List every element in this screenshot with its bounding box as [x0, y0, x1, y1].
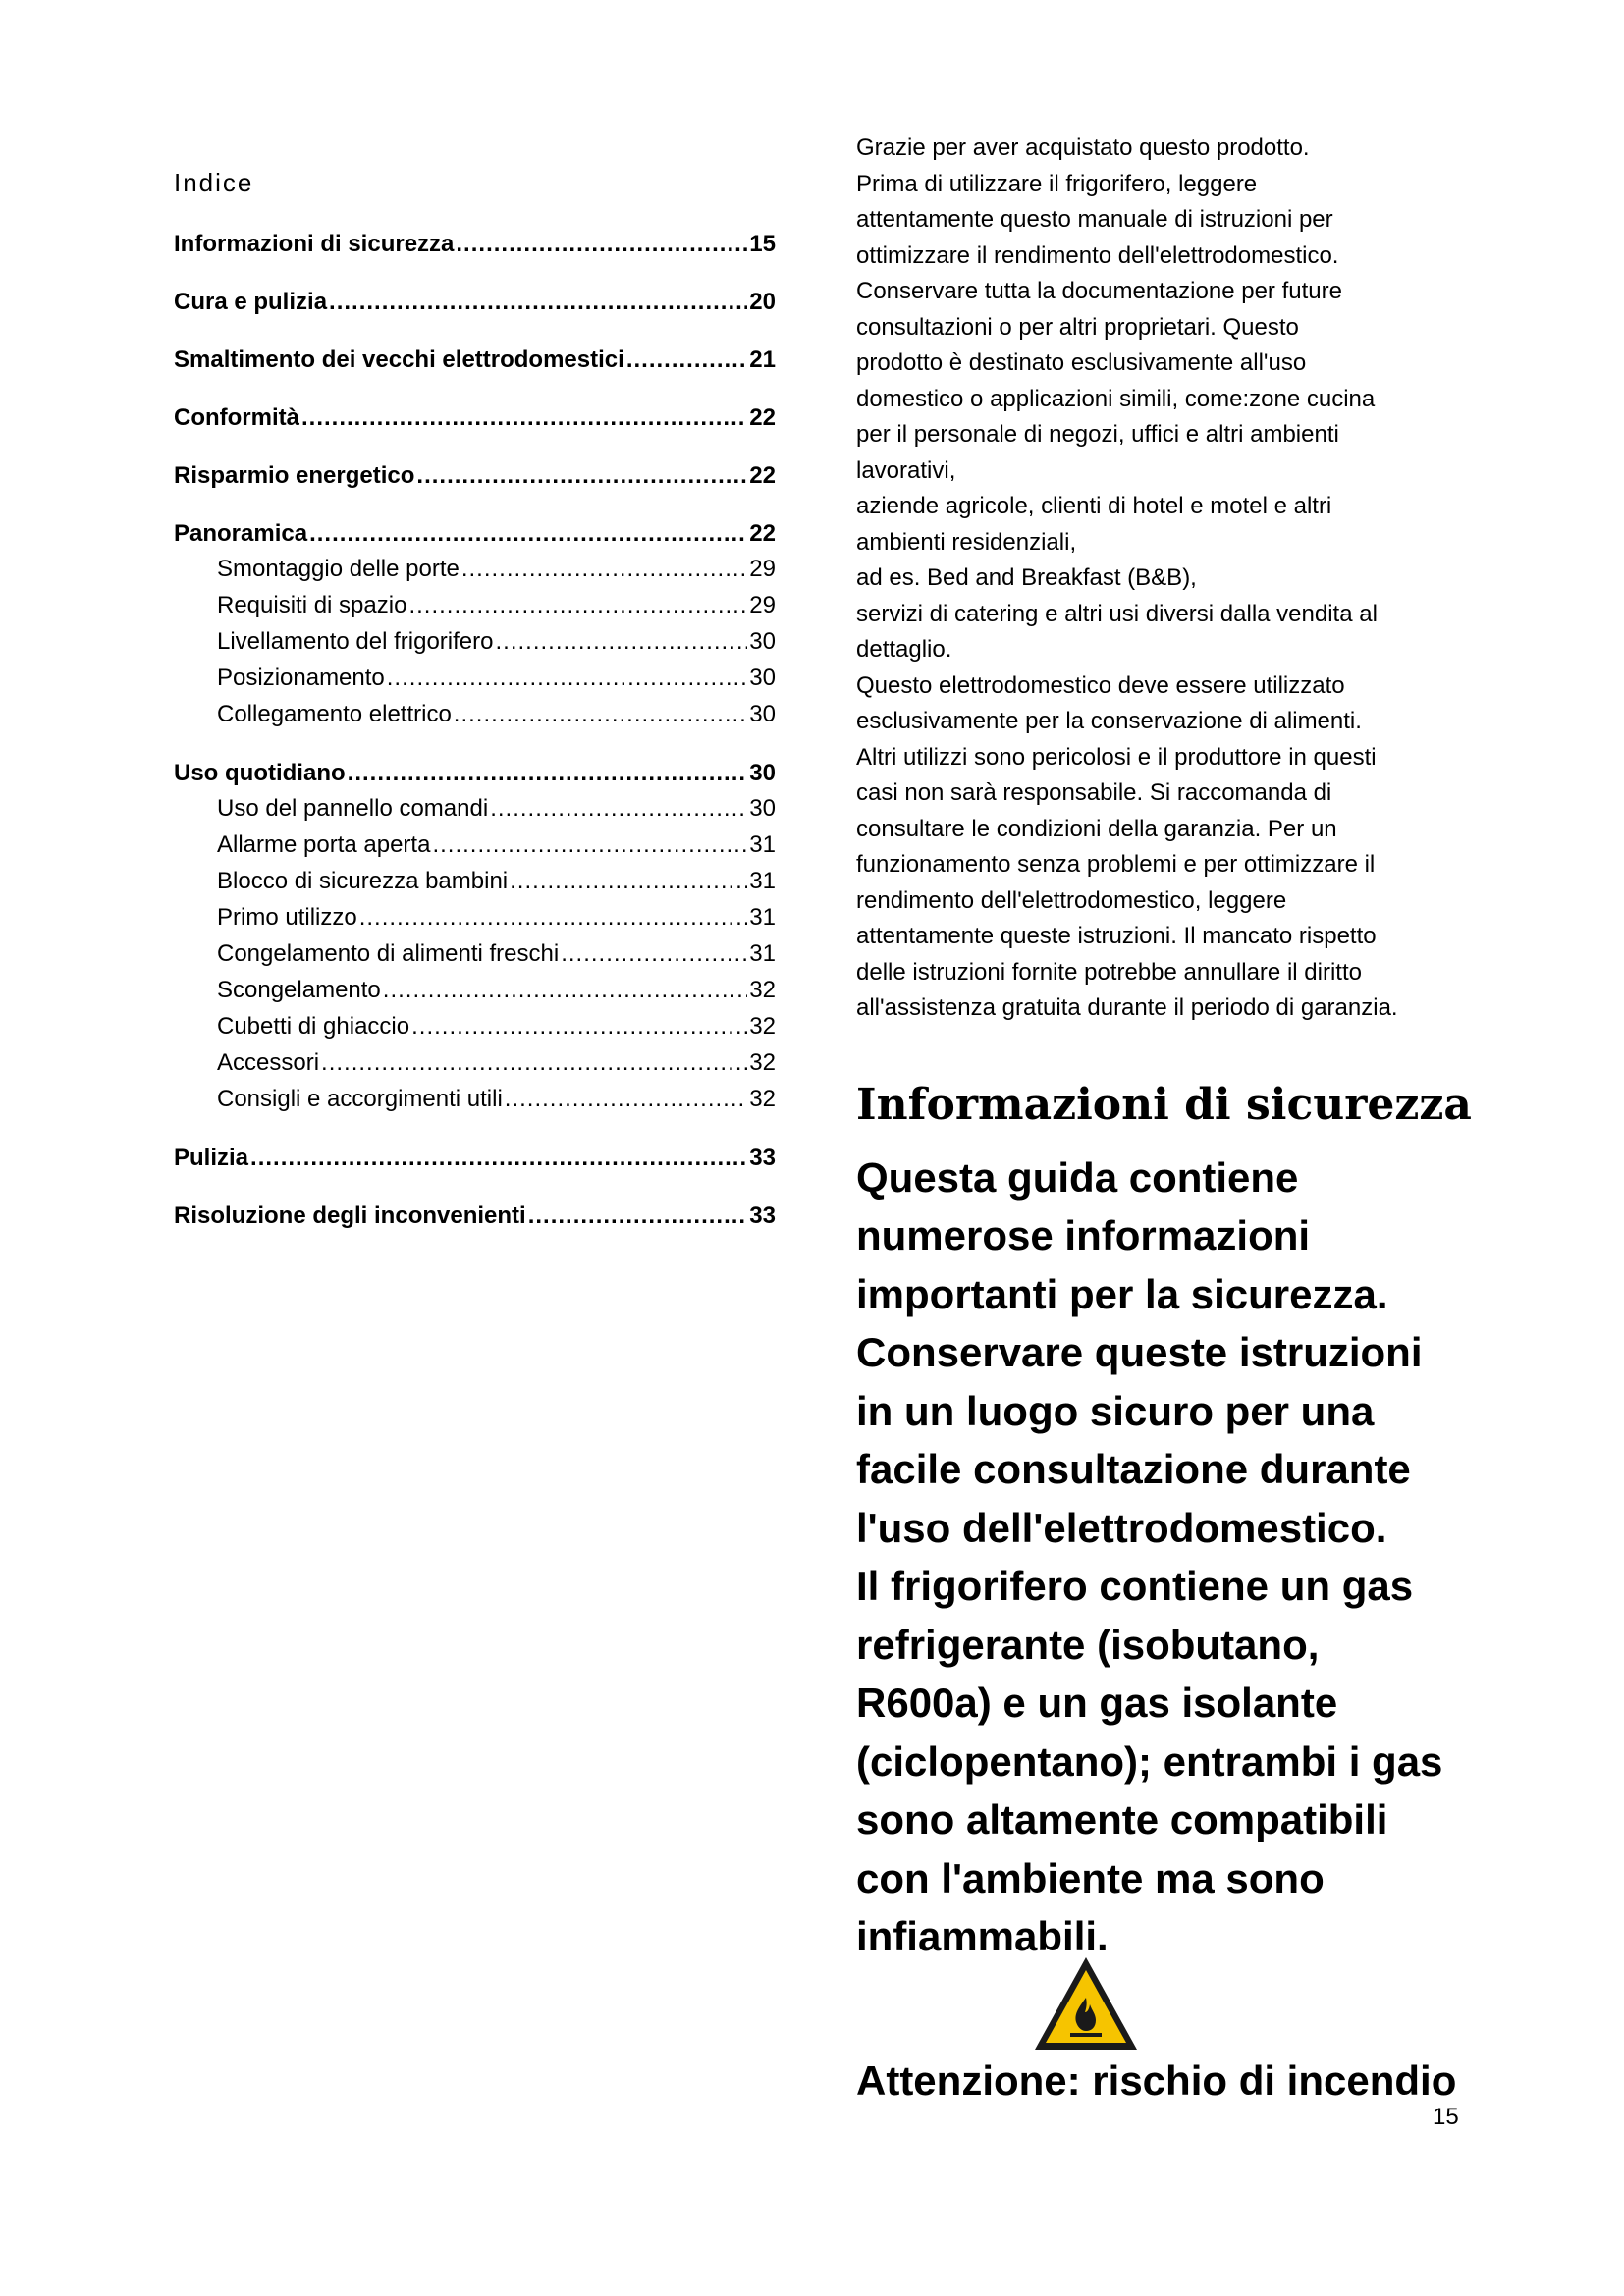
intro-line: aziende agricole, clienti di hotel e motel e altri: [856, 493, 1332, 519]
toc-entry-page: 20: [749, 289, 776, 315]
safety-line: con l'ambiente ma sono: [856, 1854, 1325, 1901]
intro-paragraph: [856, 131, 1485, 1027]
intro-line: dettaglio.: [856, 636, 952, 663]
intro-line: Prima di utilizzare il frigorifero, leggere: [856, 170, 1258, 197]
toc-subentry: [174, 696, 776, 732]
toc-entry-title: Panoramica: [174, 520, 308, 547]
toc-entry-title: Uso del pannello comandi: [217, 795, 489, 822]
toc-group: [174, 757, 776, 1117]
safety-line: refrigerante (isobutano,: [856, 1621, 1320, 1668]
toc-entry-title: Scongelamento: [217, 977, 381, 1003]
toc-dot-leader: [432, 827, 747, 863]
safety-line: (ciclopentano); entrambi i gas: [856, 1737, 1443, 1785]
toc-entry-title: Consigli e accorgimenti utili: [217, 1086, 503, 1112]
toc-entry-page: 15: [749, 231, 776, 257]
toc-entry-page: 30: [749, 795, 776, 822]
toc-entry-page: 32: [749, 977, 776, 1003]
intro-line: domestico o applicazioni simili, come:zone cucina: [856, 385, 1376, 412]
toc-group: [174, 517, 776, 732]
toc-entry-page: 29: [749, 556, 776, 582]
toc-entry-title: Cubetti di ghiaccio: [217, 1013, 410, 1040]
fire-warning-text: Attenzione: rischio di incendio: [856, 2057, 1457, 2104]
toc-dot-leader: [456, 228, 747, 261]
toc-dot-leader: [461, 551, 747, 587]
toc-subentry: [174, 863, 776, 899]
intro-line: Conservare tutta la documentazione per future: [856, 278, 1342, 304]
toc-dot-leader: [495, 623, 747, 660]
intro-line: ad es. Bed and Breakfast (B&B),: [856, 564, 1197, 591]
safety-line: importanti per la sicurezza.: [856, 1270, 1388, 1317]
toc-subentry: [174, 1044, 776, 1081]
toc-entry-page: 33: [749, 1202, 776, 1229]
safety-line: R600a) e un gas isolante: [856, 1680, 1338, 1726]
section-title-safety: Informazioni di sicurezza: [856, 1079, 1472, 1130]
toc-dot-leader: [510, 863, 747, 899]
toc-entry-title: Pulizia: [174, 1145, 249, 1171]
toc-entry-page: 30: [749, 701, 776, 727]
safety-line: numerose informazioni: [856, 1212, 1311, 1258]
toc-entry-page: 32: [749, 1086, 776, 1112]
right-column: [856, 131, 1485, 1966]
toc-entries: [174, 228, 776, 1233]
safety-line: Conservare queste istruzioni: [856, 1329, 1423, 1375]
toc-dot-leader: [250, 1142, 747, 1175]
toc-dot-leader: [309, 517, 747, 551]
toc-group: [174, 286, 776, 319]
toc-group: [174, 459, 776, 493]
toc-entry-title: Risoluzione degli inconvenienti: [174, 1202, 526, 1229]
toc-entry: [174, 401, 776, 435]
toc-entry-title: Informazioni di sicurezza: [174, 231, 455, 257]
toc-subentry: [174, 790, 776, 827]
toc-entry-title: Smontaggio delle porte: [217, 556, 460, 582]
intro-line: attentamente queste istruzioni. Il mancato rispetto: [856, 923, 1377, 949]
intro-line: Questo elettrodomestico deve essere utilizzato: [856, 671, 1345, 699]
safety-notice: [856, 1148, 1485, 1966]
intro-line: prodotto è destinato esclusivamente all'uso: [856, 349, 1307, 376]
flammable-warning-icon: [1031, 1953, 1141, 2054]
toc-dot-leader: [505, 1081, 748, 1117]
toc-subentry: [174, 972, 776, 1008]
toc-subentry: [174, 1008, 776, 1044]
toc-dot-leader: [561, 935, 747, 972]
toc-dot-leader: [490, 790, 747, 827]
safety-line: Questa guida contiene: [856, 1153, 1299, 1201]
intro-line: ottimizzare il rendimento dell'elettrodomestico.: [856, 241, 1339, 269]
toc-entry-page: 30: [749, 628, 776, 655]
toc-dot-leader: [348, 757, 748, 790]
page-number: 15: [1433, 2104, 1459, 2130]
toc-entry-page: 30: [749, 760, 776, 786]
toc-heading: Indice: [174, 168, 254, 197]
toc-entry-title: Uso quotidiano: [174, 760, 346, 786]
intro-line: esclusivamente per la conservazione di alimenti.: [856, 708, 1362, 734]
toc-entry-page: 22: [749, 520, 776, 547]
toc-entry-page: 29: [749, 592, 776, 618]
safety-line: infiammabili.: [856, 1913, 1109, 1959]
safety-line: in un luogo sicuro per una: [856, 1387, 1375, 1434]
toc-subentry: [174, 935, 776, 972]
intro-line: per il personale di negozi, uffici e altri ambienti: [856, 421, 1339, 448]
toc-entry-page: 31: [749, 831, 776, 858]
toc-dot-leader: [408, 587, 747, 623]
toc-subentry: [174, 1081, 776, 1117]
toc-entry-title: Congelamento di alimenti freschi: [217, 940, 560, 967]
toc-entry-page: 21: [749, 347, 776, 373]
safety-line: l'uso dell'elettrodomestico.: [856, 1504, 1387, 1551]
intro-line: Grazie per aver acquistato questo prodotto.: [856, 134, 1310, 161]
intro-line: rendimento dell'elettrodomestico, leggere: [856, 886, 1287, 914]
toc-entry-page: 22: [749, 404, 776, 431]
toc-entry-page: 22: [749, 462, 776, 489]
intro-line: consultazioni o per altri proprietari. Questo: [856, 313, 1299, 341]
toc-subentry: [174, 660, 776, 696]
toc-entry-title: Posizionamento: [217, 665, 385, 691]
toc-entry-page: 31: [749, 940, 776, 967]
intro-line: ambienti residenziali,: [856, 528, 1077, 556]
intro-line: all'assistenza gratuita durante il periodo di garanzia.: [856, 994, 1398, 1021]
intro-line: casi non sarà responsabile. Si raccomanda di: [856, 779, 1332, 806]
toc-entry-page: 33: [749, 1145, 776, 1171]
toc-dot-leader: [301, 401, 747, 435]
toc-entry: [174, 757, 776, 790]
toc-entry-page: 31: [749, 904, 776, 931]
toc-group: [174, 401, 776, 435]
toc-entry-title: Blocco di sicurezza bambini: [217, 868, 509, 894]
toc-dot-leader: [416, 459, 747, 493]
toc-dot-leader: [454, 696, 748, 732]
toc-entry: [174, 459, 776, 493]
intro-line: attentamente questo manuale di istruzioni per: [856, 206, 1333, 233]
intro-line: Altri utilizzi sono pericolosi e il produttore in questi: [856, 743, 1377, 771]
toc-entry-title: Accessori: [217, 1049, 320, 1076]
safety-line: facile consultazione durante: [856, 1446, 1411, 1492]
toc-entry-page: 31: [749, 868, 776, 894]
toc-entry: [174, 344, 776, 377]
toc-group: [174, 1142, 776, 1175]
toc-entry: [174, 517, 776, 551]
toc-entry-title: Conformità: [174, 404, 299, 431]
toc-entry: [174, 286, 776, 319]
intro-line: funzionamento senza problemi e per ottimizzare il: [856, 851, 1376, 878]
toc-entry-title: Smaltimento dei vecchi elettrodomestici: [174, 347, 624, 373]
toc-subentry: [174, 827, 776, 863]
toc-dot-leader: [321, 1044, 747, 1081]
intro-line: servizi di catering e altri usi diversi dalla vendita al: [856, 600, 1378, 627]
toc-entry-title: Primo utilizzo: [217, 904, 357, 931]
safety-line: sono altamente compatibili: [856, 1796, 1388, 1842]
toc-dot-leader: [383, 972, 748, 1008]
toc-subentry: [174, 551, 776, 587]
toc-dot-leader: [387, 660, 748, 696]
toc-entry-page: 32: [749, 1049, 776, 1076]
toc-subentry: [174, 623, 776, 660]
toc-dot-leader: [528, 1200, 748, 1233]
intro-line: delle istruzioni fornite potrebbe annullare il diritto: [856, 958, 1362, 986]
toc-entry-page: 30: [749, 665, 776, 691]
toc-entry-title: Requisiti di spazio: [217, 592, 407, 618]
toc-entry: [174, 1142, 776, 1175]
toc-dot-leader: [626, 344, 747, 377]
toc-entry-title: Allarme porta aperta: [217, 831, 431, 858]
toc-entry-page: 32: [749, 1013, 776, 1040]
flame-base: [1070, 2033, 1102, 2037]
toc-dot-leader: [411, 1008, 747, 1044]
toc-dot-leader: [359, 899, 748, 935]
intro-line: consultare le condizioni della garanzia. Per un: [856, 815, 1337, 842]
table-of-contents: [174, 168, 776, 1257]
toc-entry: [174, 1200, 776, 1233]
toc-subentry: [174, 587, 776, 623]
toc-entry-title: Cura e pulizia: [174, 289, 328, 315]
toc-entry-title: Risparmio energetico: [174, 462, 415, 489]
toc-group: [174, 228, 776, 261]
safety-line: Il frigorifero contiene un gas: [856, 1563, 1414, 1609]
toc-entry-title: Collegamento elettrico: [217, 701, 452, 727]
toc-entry: [174, 228, 776, 261]
intro-line: lavorativi,: [856, 456, 956, 484]
toc-group: [174, 1200, 776, 1233]
toc-dot-leader: [329, 286, 747, 319]
toc-subentry: [174, 899, 776, 935]
toc-entry-title: Livellamento del frigorifero: [217, 628, 494, 655]
toc-group: [174, 344, 776, 377]
